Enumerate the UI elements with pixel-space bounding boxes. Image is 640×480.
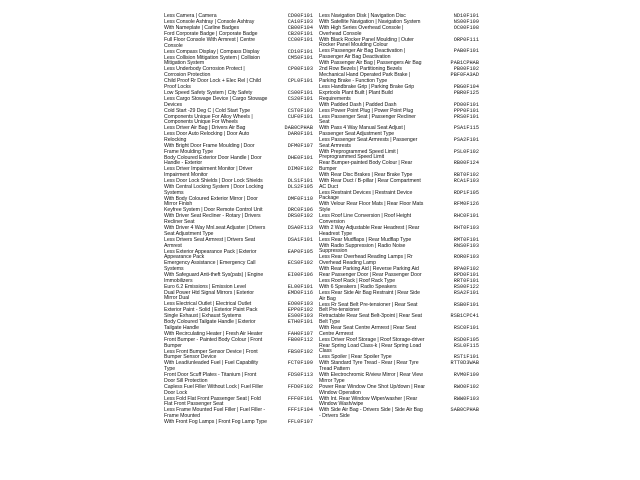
option-description: With Side Air Bag - Drivers Side | Side Air Bag - Drivers Side xyxy=(319,407,423,419)
option-code: EPP0F102 xyxy=(287,307,313,314)
option-description: Less Driver Air Bag | Drivers Air Bag xyxy=(164,125,246,132)
option-code: PAB1CPHAB xyxy=(450,60,479,67)
option-code: RSL0F115 xyxy=(453,342,479,349)
option-description: Less Passenger Air Bag Deactivation | Passenger Air Bag Deactivation xyxy=(319,48,406,61)
option-code: RDP1F105 xyxy=(453,189,479,196)
option-description: With Electrochromic R/view Mirror | Rear View Mirror Type xyxy=(319,372,423,384)
option-description: Less Door Auto Relocking | Door Auto Relocking xyxy=(164,131,250,143)
option-description: Less Exterior Appearance Pack | Exterior Appearance Pack xyxy=(164,248,257,261)
option-description: Less Rear Side Air Bag Restraint | Rear Side Air Bag xyxy=(319,289,420,302)
option-description: Less Driver Impairment Monitor | Driver Impairment Monitor xyxy=(164,166,253,179)
option-code: CST0F103 xyxy=(287,107,313,114)
option-code: DSA0F113 xyxy=(287,225,313,232)
option-code: DRS0F102 xyxy=(287,213,313,220)
option-code: ND10F101 xyxy=(453,13,479,19)
option-code: RS00F122 xyxy=(453,283,479,290)
option-code: RSB0F101 xyxy=(453,301,479,308)
option-description: Less Underbody Corrosion Protect | Corrosion Protection xyxy=(164,66,245,79)
option-description: With Pass 4 Way Manual Seat Adjust | Passenger Seat Adjustment Type xyxy=(319,125,406,137)
option-description: Euro 6.2 Emissions | Emission Level xyxy=(164,283,247,290)
option-code: FFD0F102 xyxy=(287,383,313,390)
option-description: Rear Bumper-painted Body Colour | Rear Bumper xyxy=(319,160,413,173)
option-row xyxy=(164,38,313,50)
option-code: PSL0F102 xyxy=(453,148,479,155)
option-code: RHC0F101 xyxy=(453,213,479,220)
option-code: RVM0F109 xyxy=(453,372,479,379)
option-code: DMF0F110 xyxy=(287,195,313,202)
option-row xyxy=(319,385,479,397)
option-code: ETH0F101 xyxy=(287,319,313,326)
option-code: DLS1F101 xyxy=(287,178,313,185)
option-description: Exterior Paint - Solid | Exterior Paint Pack xyxy=(164,307,258,314)
option-description: With 6 Speakers | Radio Speakers xyxy=(319,283,397,290)
option-code: DAB0CPHAB xyxy=(284,125,313,132)
option-description: With Int. Rear Window Wiper/washer | Rear Window Wash/wipe xyxy=(319,395,418,408)
option-code: CP00F103 xyxy=(287,66,313,73)
option-description: With Safeguard Anti-theft Sys(pats) | Engine Immobilizers xyxy=(164,271,264,284)
option-description: With Body Coloured Exterior Mirror | Door Mirror Finish xyxy=(164,195,258,208)
option-row xyxy=(319,326,479,338)
option-description: With Lead/unleaded Fuel | Fuel Capability Type xyxy=(164,360,259,373)
option-code: FDS0F113 xyxy=(287,372,313,379)
option-description: Less Frame Mounted Fuel Filler | Fuel Filler - Frame Mounted xyxy=(164,407,266,419)
option-code: CA10F103 xyxy=(287,19,313,25)
option-row xyxy=(164,238,313,250)
option-row xyxy=(164,97,313,109)
option-description: With 2 Way Adjustable Rear Headrest | Rear Headrest Type xyxy=(319,224,420,237)
option-code: ECS0F102 xyxy=(287,260,313,267)
option-code: PPP0F101 xyxy=(453,107,479,114)
option-code: DLS2F105 xyxy=(287,184,313,191)
option-description: Single Exhaust | Exhaust Systems xyxy=(164,313,242,320)
option-description: With Nameplate | Carline Badges xyxy=(164,25,240,31)
option-description: Less Navigation Disk | Navigation Disc xyxy=(319,13,406,19)
option-code: CPL0F101 xyxy=(287,78,313,85)
option-code: DHE0F101 xyxy=(287,154,313,161)
option-code: EAP0F105 xyxy=(287,248,313,255)
option-code: CB20F101 xyxy=(287,31,313,37)
option-description: Low Speed Safety System | City Safety xyxy=(164,89,253,96)
option-code: SAB0CPHAB xyxy=(450,407,479,414)
option-code: RB00F124 xyxy=(453,160,479,167)
option-code: ES00F103 xyxy=(287,313,313,320)
option-code: PB00F102 xyxy=(453,66,479,73)
option-row xyxy=(164,338,313,350)
option-code: EI00F106 xyxy=(287,271,313,278)
option-row xyxy=(319,226,479,238)
option-code: NS00F109 xyxy=(453,19,479,25)
option-code: ORP0F111 xyxy=(453,36,479,43)
option-code: FFL0F107 xyxy=(287,418,313,425)
option-description: Full Floor Console With Armrest | Centre Console xyxy=(164,37,256,49)
option-code: DRC0F106 xyxy=(287,207,313,214)
option-description: With Rear Seat Centre Armrest | Rear Seat Centre Armrest xyxy=(319,325,417,337)
option-description: Less Collision Mitigation System | Collision Mitigation System xyxy=(164,54,261,67)
option-code: RPA0F102 xyxy=(453,265,479,272)
option-description: Exprtools Plant Built | Plant Build Requirements xyxy=(319,89,393,102)
option-description: 2nd Row Bezels | Partitioning Bezels xyxy=(319,66,402,73)
option-description: Capless Fuel Filler Without Lock | Fuel Filler Door Lock xyxy=(164,383,264,396)
option-code: PBG0F104 xyxy=(453,83,479,90)
option-code: PSA2F101 xyxy=(453,136,479,143)
option-row xyxy=(319,138,479,150)
option-description: Less Rr Seat Belt Pre-tensioner | Rear Seat Belt Pre-tensioner xyxy=(319,301,418,314)
option-description: Less Driver Roof Storage | Roof Storage-driver xyxy=(319,336,425,343)
option-code: PSA1F115 xyxy=(453,125,479,132)
option-description: With Passenger Air Bag | Passengers Air Bag xyxy=(319,60,422,67)
option-description: With Satellite Navigation | Navigation System xyxy=(319,19,421,25)
option-code: FAH0F107 xyxy=(287,331,313,338)
option-description: Less Rear Mudflaps | Rear Mudflap Type xyxy=(319,236,412,243)
option-code: PRS0F101 xyxy=(453,113,479,120)
option-code: PBF0FA3AD xyxy=(450,72,479,79)
left-options-column xyxy=(164,14,313,426)
option-code: RCA1F103 xyxy=(453,178,479,185)
option-row xyxy=(164,185,313,197)
option-description: Less Fold Flat Front Passenger Seat | Fold Flat Front Passenger Seat xyxy=(164,395,261,408)
option-description: Cold Start -29 Deg C | Cold Start Type xyxy=(164,107,251,114)
option-description: With Rear Parking Aid | Reverse Parking Aid xyxy=(319,265,419,272)
option-description: Body Coloured Tailgate Handle | Exterior Tailgate Handle xyxy=(164,319,256,332)
option-description: Less Spoiler | Rear Spoiler Type xyxy=(319,354,392,361)
option-code: RNS0F103 xyxy=(453,242,479,249)
option-description: With Rear Disc Brakes | Rear Brake Type xyxy=(319,172,413,179)
option-description: Less Passenger Seat Armrests | Passenger Seat Armrests xyxy=(319,136,418,149)
option-description: With Velour Rear Floor Mats | Rear Floor Mats Style xyxy=(319,201,424,214)
option-description: Less Rear Overhead Reading Lamps | Rr Overhead Reading Lamp xyxy=(319,254,413,266)
option-code: EMD0F116 xyxy=(287,289,313,296)
option-code: CS20F101 xyxy=(287,95,313,102)
option-row xyxy=(164,385,313,397)
option-code: FCT0F109 xyxy=(287,360,313,367)
option-code: CUF0F101 xyxy=(287,113,313,120)
option-code: RSB1CPC41 xyxy=(450,313,479,320)
option-code: FBS0F102 xyxy=(287,348,313,355)
option-description: With Front Fog Lamps | Front Fog Lamp Type xyxy=(164,418,267,425)
option-code: FFF1F104 xyxy=(287,407,313,414)
option-code: RHT0F103 xyxy=(453,224,479,231)
option-code: CC00F101 xyxy=(287,37,313,43)
option-row xyxy=(319,26,479,38)
option-description: With Rear Duct / B-pillar | Rear Compartment AC Duct xyxy=(319,178,421,190)
option-row xyxy=(319,408,479,420)
option-code: RST1F101 xyxy=(453,354,479,361)
option-code: FB00F112 xyxy=(287,337,313,344)
option-code: RSA2F101 xyxy=(453,289,479,296)
option-description: Retractable Rear Seat Belt-3point | Rear Seat Belt Type xyxy=(319,313,422,326)
option-code: PBR0F125 xyxy=(453,89,479,96)
option-description: Rear Spring Load Class-k | Rear Spring Load Class xyxy=(319,342,422,355)
option-row xyxy=(164,273,313,285)
option-description: With Radio Suppression | Radio Noise Suppression xyxy=(319,242,406,255)
right-options-column xyxy=(319,14,479,420)
option-code: DFM0F107 xyxy=(287,142,313,149)
option-description: Less Handbrake Grip | Parking Brake Grip xyxy=(319,83,415,90)
option-code: CD10F101 xyxy=(287,48,313,55)
option-description: With Driver 4 Way Mnl.seat Adjuster | Drivers Seat Adjustment Type xyxy=(164,225,266,237)
option-description: Less Roof Rack | Roof Rack Type xyxy=(319,277,396,284)
option-description: Front Bumper - Painted Body Colour | Front Bumper xyxy=(164,337,263,349)
option-description: Less Power Point Plug | Power Point Plug xyxy=(319,107,414,114)
option-description: Body Coloured Exterior Door Handle | Door Handle - Exterior xyxy=(164,154,262,167)
option-description: With Central Locking System | Door Locking Systems xyxy=(164,184,264,196)
option-description: Keyfree System | Door Remote Control Unit xyxy=(164,207,263,214)
option-description: Less Electrical Outlet | Electrical Outlet xyxy=(164,301,252,308)
option-code: RPD0F101 xyxy=(453,271,479,278)
option-description: With Standard Tyre Tread - Rear | Rear Tyre Tread Pattern xyxy=(319,360,419,373)
option-code: RSC0F101 xyxy=(453,325,479,332)
option-row xyxy=(319,179,479,191)
option-code: PAB0F101 xyxy=(453,48,479,55)
option-description: Less Front Bumper Sensor Device | Front Bumper Sensor Device xyxy=(164,348,258,361)
option-description: Power Rear Window One Shot Up/down | Rear Window Operation xyxy=(319,383,425,396)
option-code: PD00F101 xyxy=(453,101,479,108)
option-code: EO00F103 xyxy=(287,301,313,308)
option-description: Less Door Lock Shields | Door Lock Shields xyxy=(164,178,263,185)
option-code: CM50F101 xyxy=(287,54,313,61)
option-description: Dual Power Htd Signal Mirrors | Exterior Mirror Dual xyxy=(164,289,254,302)
option-description: Less Compass Display | Compass Display xyxy=(164,48,260,55)
option-row xyxy=(164,420,313,426)
option-description: Emergency Assistance | Emergency Call Systems xyxy=(164,260,256,272)
option-description: Less Cargo Stowage Device | Cargo Stowage Devices xyxy=(164,95,268,108)
option-description: Mechanical Hand Operated Park Brake | Parking Brake - Function Type xyxy=(319,72,411,84)
option-row xyxy=(319,291,479,303)
option-code: DAR0F101 xyxy=(287,131,313,138)
option-code: RMT0F101 xyxy=(453,236,479,243)
option-code: OC00F108 xyxy=(453,25,479,31)
option-code: ROR0F103 xyxy=(453,254,479,261)
option-code: RFM0F126 xyxy=(453,201,479,208)
option-code: RRT0F101 xyxy=(453,277,479,284)
option-description: With Driver Seat Recliner - Rotary | Drivers Recliner Seat xyxy=(164,213,261,226)
option-code: DIM0F102 xyxy=(287,166,313,173)
option-description: Front Door Scuff Plates - Titanium | Front Door Sill Protection xyxy=(164,372,257,384)
option-code: RWO0F102 xyxy=(453,383,479,390)
option-code: RSD0F105 xyxy=(453,336,479,343)
option-description: Rear Passenger Door | Rear Passenger Door xyxy=(319,271,422,278)
option-description: With Padded Dash | Padded Dash xyxy=(319,101,397,108)
option-code: DSA1F101 xyxy=(287,236,313,243)
option-row xyxy=(164,144,313,156)
option-code: CS00F101 xyxy=(287,89,313,96)
option-code: FFF0F101 xyxy=(287,395,313,402)
option-description: Components Unique For Alloy Wheels | Components Unique For Wheels xyxy=(164,113,253,126)
option-description: Less Drivers Seat Armrest | Drivers Seat Armrest xyxy=(164,236,256,249)
option-description: With Bright Door Frame Moulding | Door Frame Moulding Type xyxy=(164,142,255,155)
option-description: Less Camera | Camera xyxy=(164,13,217,19)
option-row xyxy=(319,91,479,103)
option-description: With High Series Overhead Console | Overhead Console xyxy=(319,25,404,37)
option-description: Child Proof Rr Door Lock + Elec Rel | Child Proof Locks xyxy=(164,78,261,90)
option-description: Ford Corporate Badge | Corporate Badge xyxy=(164,31,258,37)
option-description: With Preprogrammed Speed Limit | Preprogrammed Speed Limit xyxy=(319,148,399,161)
option-description: With Recirculating Heater | Fresh Air Heater xyxy=(164,331,263,338)
option-description: Less Console Ashtray | Console Ashtray xyxy=(164,19,255,25)
option-description: With Black Rocker Panel Moulding | Outer Rocker Panel Moulding Colour xyxy=(319,36,414,49)
option-code: CB00F104 xyxy=(287,25,313,31)
option-code: RBT0F102 xyxy=(453,172,479,179)
option-code: EL00F101 xyxy=(287,283,313,290)
option-description: Less Roof Line Conversion | Roof Height Conversion xyxy=(319,213,411,225)
option-description: Less Restraint Devices | Restraint Device Package xyxy=(319,189,413,202)
option-code: CD00F101 xyxy=(287,13,313,19)
option-code: RTT0D3WAB xyxy=(450,360,479,367)
option-description: Less Passenger Seat | Passenger Recliner Seat xyxy=(319,113,416,126)
option-code: RWW0F103 xyxy=(453,395,479,402)
